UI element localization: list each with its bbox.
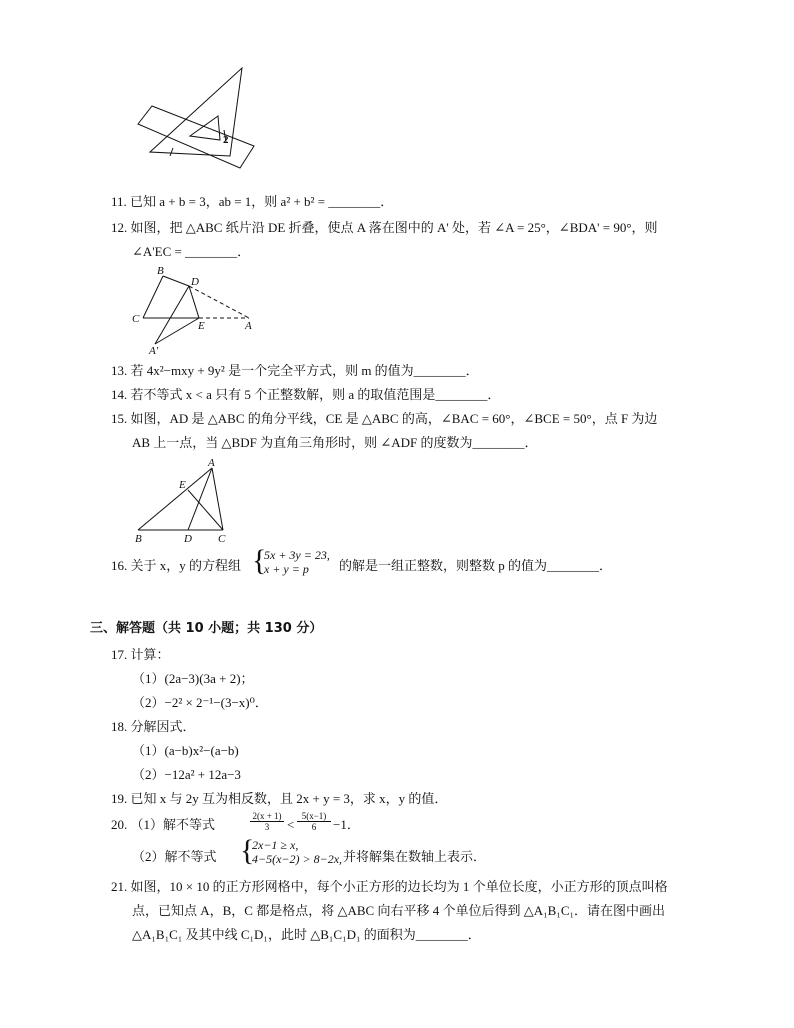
- top-figure: [130, 64, 260, 174]
- q20-fraction-2: [297, 811, 331, 832]
- label-2: 2: [223, 134, 229, 146]
- q12-line2: ∠A'EC = ________．: [132, 244, 251, 259]
- segment-ce: [188, 490, 223, 530]
- q21-line2: 点，已知点 A，B，C 都是格点，将 △ABC 向右平移 4 个单位后得到 △A₁B₁C₁．请在图中画出: [132, 903, 666, 918]
- q21-line3: △A₁B₁C₁ 及其中线 C₁D₁，此时 △B₁C₁D₁ 的面积为________．: [132, 927, 481, 942]
- section-title: 三、解答题（共 10 小题；共 130 分）: [90, 621, 323, 636]
- q18-2: （2）−12a² + 12a−3: [132, 767, 241, 782]
- q20-num1: 2(x + 1): [250, 811, 284, 822]
- label-a-prime: A': [149, 345, 159, 356]
- q17: 17. 计算：: [111, 647, 170, 662]
- label-e: E: [179, 479, 186, 491]
- label-b: B: [157, 265, 164, 277]
- q20-prefix: 20. （1）解不等式: [111, 817, 216, 832]
- q20-fraction-1: [250, 811, 284, 832]
- label-b: B: [135, 533, 142, 544]
- q20-2-prefix: （2）解不等式: [132, 849, 217, 864]
- q20-den1: 3: [264, 822, 270, 832]
- label-e: E: [198, 320, 205, 332]
- q20-2-postfix: 并将解集在数轴上表示．: [343, 849, 487, 864]
- label-a: A: [245, 320, 252, 332]
- segment-da-prime: [155, 286, 189, 344]
- q20-postfix: −1．: [333, 817, 360, 832]
- q16-postfix: 的解是一组正整数，则整数 p 的值为________．: [339, 558, 613, 573]
- brace: {: [240, 834, 255, 867]
- q19: 19. 已知 x 与 2y 互为相反数，且 2x + y = 3，求 x，y 的值．: [111, 791, 448, 806]
- label-c: C: [132, 313, 140, 325]
- q15-line1: 15. 如图，AD 是 △ABC 的角分平线，CE 是 △ABC 的高，∠BAC = 60°，∠BCE = 50°，点 F 为边: [111, 411, 658, 426]
- brace: {: [252, 544, 267, 577]
- q17-2: （2）−2² × 2⁻¹−(3−x)⁰．: [132, 695, 268, 710]
- q20-den2: 6: [311, 822, 317, 832]
- label-c: C: [218, 533, 226, 544]
- segment-cb: [143, 276, 163, 318]
- q16-eq2: x + y = p: [264, 562, 309, 576]
- small-triangle: [190, 116, 220, 140]
- q20-eq2: 4−5(x−2) > 8−2x,: [252, 852, 343, 866]
- q21-line1: 21. 如图，10 × 10 的正方形网格中，每个小正方形的边长均为 1 个单位长度，小正方形的顶点叫格: [111, 879, 668, 894]
- q17-1: （1）(2a−3)(3a + 2)；: [132, 671, 254, 686]
- q18: 18. 分解因式．: [111, 719, 196, 734]
- q16-eq1: 5x + 3y = 23,: [264, 548, 330, 562]
- q20-num2: 5(x−1): [297, 811, 331, 822]
- segment-ba: [138, 468, 212, 530]
- label-d: D: [184, 533, 192, 544]
- label-a: A: [208, 457, 215, 469]
- q15-line2: AB 上一点，当 △BDF 为直角三角形时，则 ∠ADF 的度数为________．: [132, 435, 538, 450]
- angle-mark: [170, 148, 173, 156]
- q20-eq1: 2x−1 ≥ x,: [252, 838, 299, 852]
- q16-prefix: 16. 关于 x，y 的方程组: [111, 558, 242, 573]
- q18-1: （1）(a−b)x²−(a−b): [132, 743, 239, 758]
- q12-line1: 12. 如图，把 △ABC 纸片沿 DE 折叠，使点 A 落在图中的 A' 处，若 ∠A = 25°，∠BDA' = 90°，则: [111, 220, 658, 235]
- q20-lt: <: [287, 817, 295, 832]
- segment-ad: [188, 468, 212, 530]
- segment-ac: [212, 468, 223, 530]
- q11: 11. 已知 a + b = 3，ab = 1，则 a² + b² = ________．: [111, 194, 394, 209]
- segment-ea-prime: [155, 318, 199, 344]
- q13: 13. 若 4x²−mxy + 9y² 是一个完全平方式，则 m 的值为________．: [111, 363, 479, 378]
- segment-bd: [163, 276, 189, 286]
- figure-15: [128, 456, 238, 544]
- figure-12: [125, 264, 260, 356]
- q14: 14. 若不等式 x < a 只有 5 个正整数解，则 a 的取值范围是________．: [111, 387, 501, 402]
- label-d: D: [191, 276, 199, 288]
